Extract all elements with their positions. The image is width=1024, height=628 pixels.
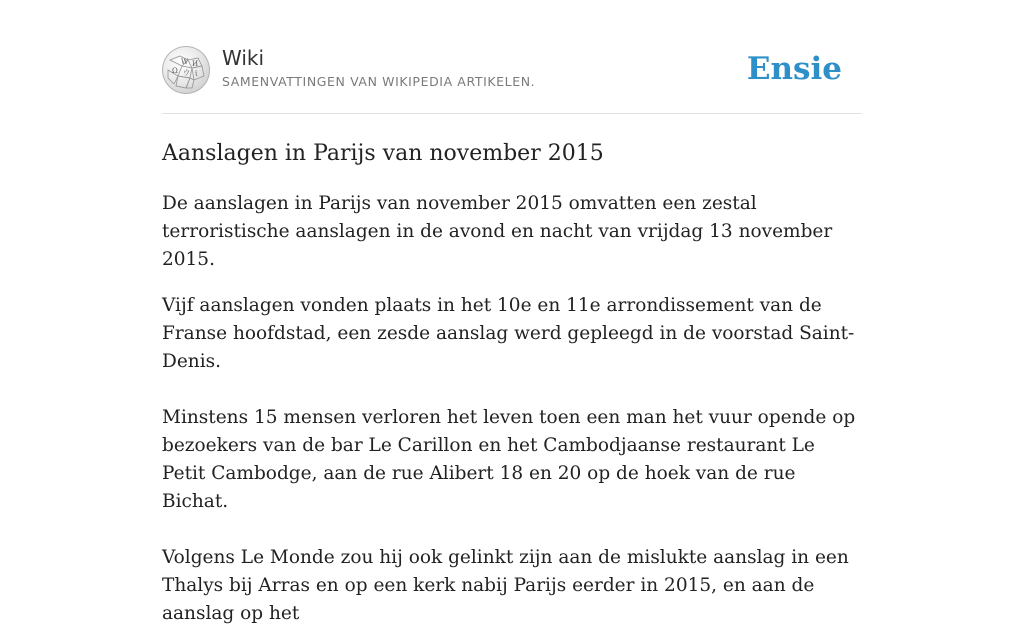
article-paragraph: Vijf aanslagen vonden plaats in het 10e en 11e arrondissement van de Franse hoofdstad, een zesde aanslag werd gepleegd in de voorstad Saint-Denis. bbox=[162, 295, 855, 372]
site-header bbox=[162, 0, 862, 114]
svg-text:ϊ: ϊ bbox=[195, 70, 198, 78]
ensie-brand-link[interactable]: Ensie bbox=[746, 51, 842, 87]
page-container bbox=[162, 0, 862, 628]
site-subtitle: SAMENVATTINGEN VAN WIKIPEDIA ARTIKELEN. bbox=[222, 74, 536, 89]
svg-text:Ω: Ω bbox=[172, 67, 178, 75]
site-title[interactable]: Wiki bbox=[222, 46, 265, 70]
article-title: Aanslagen in Parijs van november 2015 bbox=[162, 141, 604, 166]
article-paragraph: De aanslagen in Parijs van november 2015 omvatten een zestal terroristische aanslagen in de avond en nacht van vrijdag 13 november 2015. bbox=[162, 193, 833, 270]
svg-text:W: W bbox=[181, 58, 189, 66]
article-paragraph: Volgens Le Monde zou hij ook gelinkt zijn aan de mislukte aanslag in een Thalys bij Arras en op een kerk nabij Parijs eerder in 2015, en aan de aanslag op het bbox=[162, 547, 849, 624]
article-paragraph: Minstens 15 mensen verloren het leven toen een man het vuur opende op bezoekers van de bar Le Carillon en het Cambodjaanse restaurant Le Petit Cambodge, aan de rue Alibert 18 en 20 op de hoek van de rue Bichat. bbox=[162, 407, 856, 512]
svg-text:ウ: ウ bbox=[183, 69, 190, 77]
svg-text:И: И bbox=[192, 60, 199, 68]
wikipedia-globe-icon[interactable] bbox=[162, 46, 210, 94]
